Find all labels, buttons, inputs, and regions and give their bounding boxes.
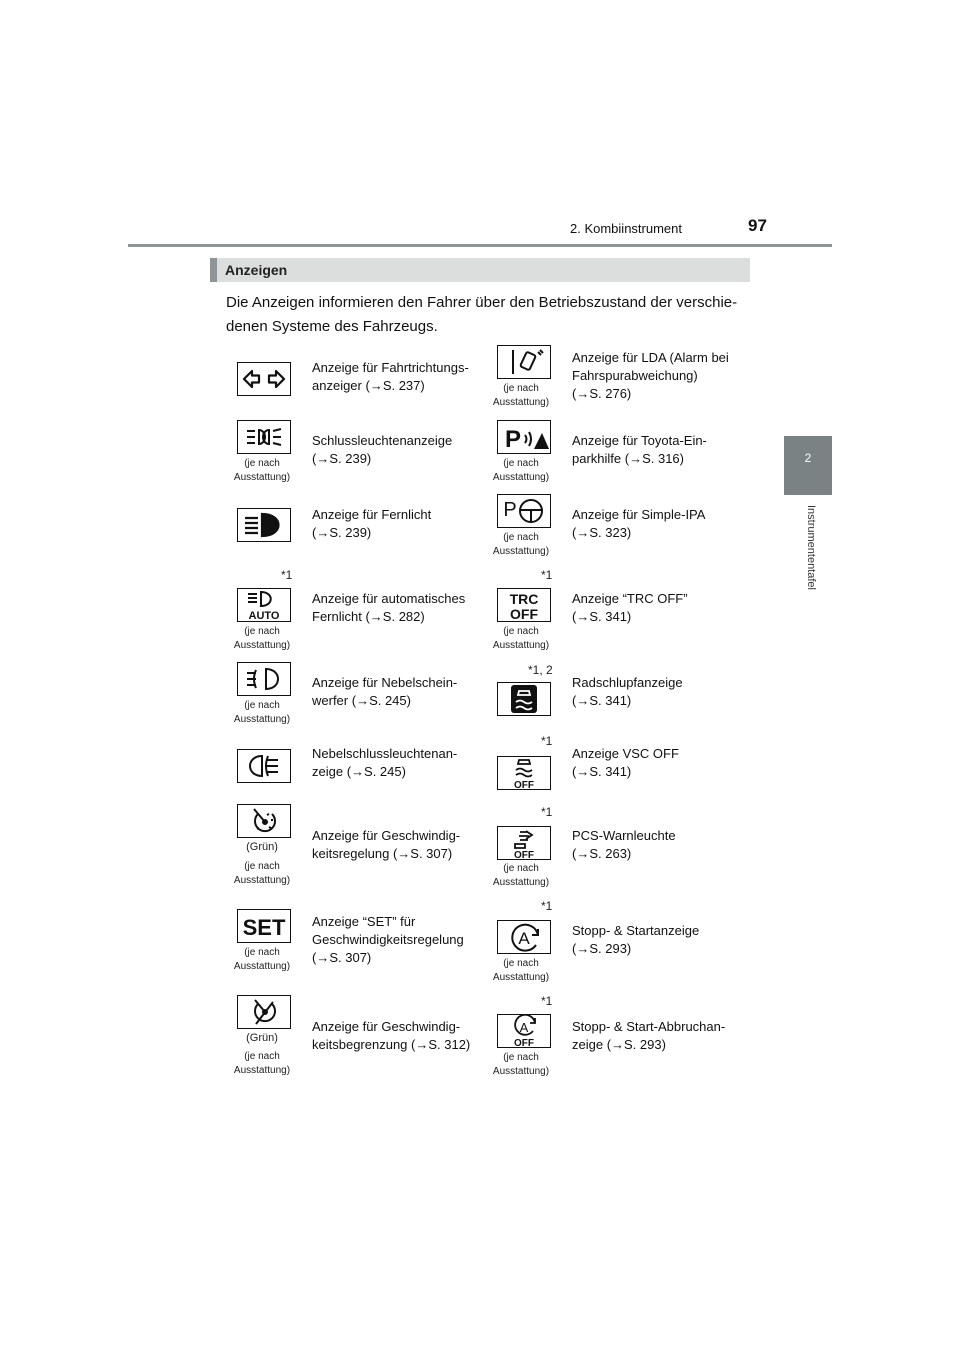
page-ref: S. 323) xyxy=(589,525,632,540)
arrow-glyph: → xyxy=(576,764,590,779)
desc-line: ( xyxy=(312,950,317,965)
rear-fog-light-icon xyxy=(237,749,291,783)
arrow-glyph: → xyxy=(369,609,383,624)
off-text: OFF xyxy=(514,850,534,859)
a-text: A xyxy=(518,929,530,948)
stop-start-icon xyxy=(497,920,551,954)
page-ref: S. 293) xyxy=(589,941,632,956)
desc-line: Schlussleuchtenanzeige xyxy=(312,433,453,448)
desc-line: PCS-Warnleuchte xyxy=(572,828,676,843)
slip-indicator-description xyxy=(572,674,738,710)
rear-fog-description xyxy=(312,745,478,781)
page-ref: S. 276) xyxy=(589,386,632,401)
arrow-glyph: → xyxy=(576,386,590,401)
auto-high-beam-description xyxy=(312,590,478,626)
desc-line: Anzeige für Toyota-Ein- xyxy=(572,433,707,448)
desc-line: ( xyxy=(572,764,577,779)
parking-assist-icon xyxy=(497,420,551,454)
stop-start-description xyxy=(572,922,738,958)
page-ref: S. 263) xyxy=(589,846,632,861)
desc-line: Stopp- & Start-Abbruchan- xyxy=(572,1019,726,1034)
desc-line: ( xyxy=(572,693,577,708)
speed-limiter-description xyxy=(312,1018,478,1054)
desc-line: ( xyxy=(572,609,577,624)
color-note: (Grün) xyxy=(246,1032,278,1044)
desc-line: ( xyxy=(572,386,577,401)
desc-line: ( xyxy=(572,846,577,861)
desc-line: Anzeige “TRC OFF” xyxy=(572,591,688,606)
auto-high-beam-icon xyxy=(237,588,291,622)
page-number: 97 xyxy=(748,216,767,235)
desc-line: zeige ( xyxy=(312,764,352,779)
desc-line: ( xyxy=(312,451,317,466)
footnote-marker: *1 xyxy=(541,734,553,748)
page-ref: S. 293) xyxy=(624,1037,666,1052)
desc-line: zeige ( xyxy=(572,1037,612,1052)
cruise-control-icon xyxy=(237,804,291,838)
arrow-glyph: → xyxy=(369,378,383,393)
equipment-note: (je nach Ausstattung) xyxy=(233,700,291,725)
arrow-glyph: → xyxy=(397,846,411,861)
tail-light-description xyxy=(312,432,478,468)
footnote-marker: *1 xyxy=(541,568,553,582)
arrow-glyph: → xyxy=(316,451,330,466)
page-ref: S. 307) xyxy=(410,846,453,861)
equipment-note: (je nach Ausstattung) xyxy=(233,947,291,972)
page-ref: S. 341) xyxy=(589,764,632,779)
desc-line: ( xyxy=(572,525,577,540)
trc-off-description xyxy=(572,590,738,626)
arrow-glyph: → xyxy=(316,950,330,965)
intro-paragraph: Die Anzeigen informieren den Fahrer über den Betriebszustand der verschie-denen Systeme des Fahrzeugs. xyxy=(226,294,738,335)
desc-line: Radschlupfanzeige xyxy=(572,675,683,690)
simple-ipa-description xyxy=(572,506,738,542)
desc-line: keitsbegrenzung ( xyxy=(312,1037,416,1052)
arrow-glyph: → xyxy=(611,1037,625,1052)
arrow-glyph: → xyxy=(576,525,590,540)
desc-line: Fernlicht ( xyxy=(312,609,370,624)
desc-line: Anzeige VSC OFF xyxy=(572,746,679,761)
high-beam-icon xyxy=(237,508,291,542)
set-icon xyxy=(237,909,291,943)
chapter-title: 2. Kombiinstrument xyxy=(570,221,682,236)
desc-line: werfer ( xyxy=(312,693,357,708)
page-ref: S. 341) xyxy=(589,693,632,708)
front-fog-light-icon xyxy=(237,662,291,696)
pcs-warning-icon xyxy=(497,826,551,860)
front-fog-description xyxy=(312,674,478,710)
trc-text: TRC xyxy=(509,591,539,607)
desc-line: Anzeige für LDA (Alarm bei xyxy=(572,350,729,365)
desc-line: Anzeige für Geschwindig- xyxy=(312,828,461,843)
equipment-note: (je nach Ausstattung) xyxy=(233,626,291,651)
desc-line: Anzeige für automatisches xyxy=(312,591,466,606)
chapter-tab-number: 2 xyxy=(804,451,812,465)
desc-line: Anzeige für Geschwindig- xyxy=(312,1019,461,1034)
arrow-glyph: → xyxy=(356,693,370,708)
trc-off-icon xyxy=(497,588,551,622)
simple-ipa-icon xyxy=(497,494,551,528)
turn-signal-icon xyxy=(237,362,291,396)
high-beam-description xyxy=(312,506,478,542)
off-text: OFF xyxy=(514,780,534,789)
page-ref: S. 239) xyxy=(329,451,372,466)
pcs-description xyxy=(572,827,738,863)
off-text: OFF xyxy=(510,606,538,621)
desc-line: ( xyxy=(572,941,577,956)
desc-line: parkhilfe ( xyxy=(572,451,630,466)
desc-line: Anzeige für Fahrtrichtungs- xyxy=(312,360,469,375)
tail-light-icon xyxy=(237,420,291,454)
slip-indicator-icon xyxy=(497,682,551,716)
equipment-note: (je nach Ausstattung) xyxy=(492,626,550,651)
parking-assist-description xyxy=(572,432,738,468)
cruise-control-description xyxy=(312,827,478,863)
page-ref: S. 307) xyxy=(329,950,372,965)
arrow-glyph: → xyxy=(576,846,590,861)
equipment-note: (je nach Ausstattung) xyxy=(492,1052,550,1077)
desc-line: ( xyxy=(312,525,317,540)
desc-line: Fahrspurabweichung) xyxy=(572,368,698,383)
page-ref: S. 341) xyxy=(589,609,632,624)
speed-limiter-icon xyxy=(237,995,291,1029)
arrow-glyph: → xyxy=(576,693,590,708)
color-note: (Grün) xyxy=(246,841,278,853)
set-description xyxy=(312,913,478,967)
desc-line: anzeiger ( xyxy=(312,378,370,393)
arrow-glyph: → xyxy=(415,1037,429,1052)
page-ref: S. 316) xyxy=(642,451,684,466)
equipment-note: (je nach Ausstattung) xyxy=(492,958,550,983)
desc-line: Stopp- & Startanzeige xyxy=(572,923,700,938)
arrow-glyph: → xyxy=(576,609,590,624)
desc-line: Anzeige für Fernlicht xyxy=(312,507,432,522)
footnote-marker: *1 xyxy=(541,805,553,819)
off-text: OFF xyxy=(514,1038,534,1047)
svg-text:P: P xyxy=(504,426,522,453)
page-ref: S. 245) xyxy=(364,764,406,779)
footnote-marker: *1 xyxy=(541,899,553,913)
desc-line: Anzeige für Nebelschein- xyxy=(312,675,458,690)
desc-line: Geschwindigkeitsregelung xyxy=(312,932,464,947)
page-ref: S. 312) xyxy=(428,1037,471,1052)
page-ref: S. 237) xyxy=(382,378,425,393)
desc-line: Nebelschlussleuchtenan- xyxy=(312,746,458,761)
vsc-off-description xyxy=(572,745,738,781)
section-title: Anzeigen xyxy=(225,262,288,278)
chapter-tab-label: Instrumententafel xyxy=(805,505,817,590)
stop-start-cancel-icon xyxy=(497,1014,551,1048)
chapter-tab xyxy=(784,436,832,495)
set-text: SET xyxy=(242,915,286,940)
equipment-note: (je nach Ausstattung) xyxy=(233,861,291,886)
page-ref: S. 282) xyxy=(382,609,425,624)
equipment-note: (je nach Ausstattung) xyxy=(492,532,550,557)
lda-icon xyxy=(497,345,551,379)
section-header xyxy=(210,258,750,282)
arrow-glyph: → xyxy=(629,451,643,466)
desc-line: Anzeige “SET” für xyxy=(312,914,416,929)
equipment-note: (je nach Ausstattung) xyxy=(233,458,291,483)
lda-description xyxy=(572,349,738,403)
arrow-glyph: → xyxy=(316,525,330,540)
equipment-note: (je nach Ausstattung) xyxy=(233,1051,291,1076)
header-divider xyxy=(128,244,832,247)
svg-text:AUTO: AUTO xyxy=(248,610,280,621)
arrow-glyph: → xyxy=(351,764,365,779)
footnote-marker: *1 xyxy=(281,568,293,582)
equipment-note: (je nach Ausstattung) xyxy=(492,863,550,888)
turn-signal-description xyxy=(312,359,478,395)
desc-line: Anzeige für Simple-IPA xyxy=(572,507,706,522)
svg-text:P: P xyxy=(503,499,517,521)
a-text: A xyxy=(519,1020,529,1035)
equipment-note: (je nach Ausstattung) xyxy=(492,383,550,408)
footnote-marker: *1 xyxy=(541,994,553,1008)
vsc-off-icon xyxy=(497,756,551,790)
stop-start-cancel-description xyxy=(572,1018,738,1054)
footnote-marker: *1, 2 xyxy=(528,663,553,677)
desc-line: keitsregelung ( xyxy=(312,846,398,861)
arrow-glyph: → xyxy=(576,941,590,956)
equipment-note: (je nach Ausstattung) xyxy=(492,458,550,483)
page-ref: S. 245) xyxy=(369,693,411,708)
page-ref: S. 239) xyxy=(329,525,372,540)
